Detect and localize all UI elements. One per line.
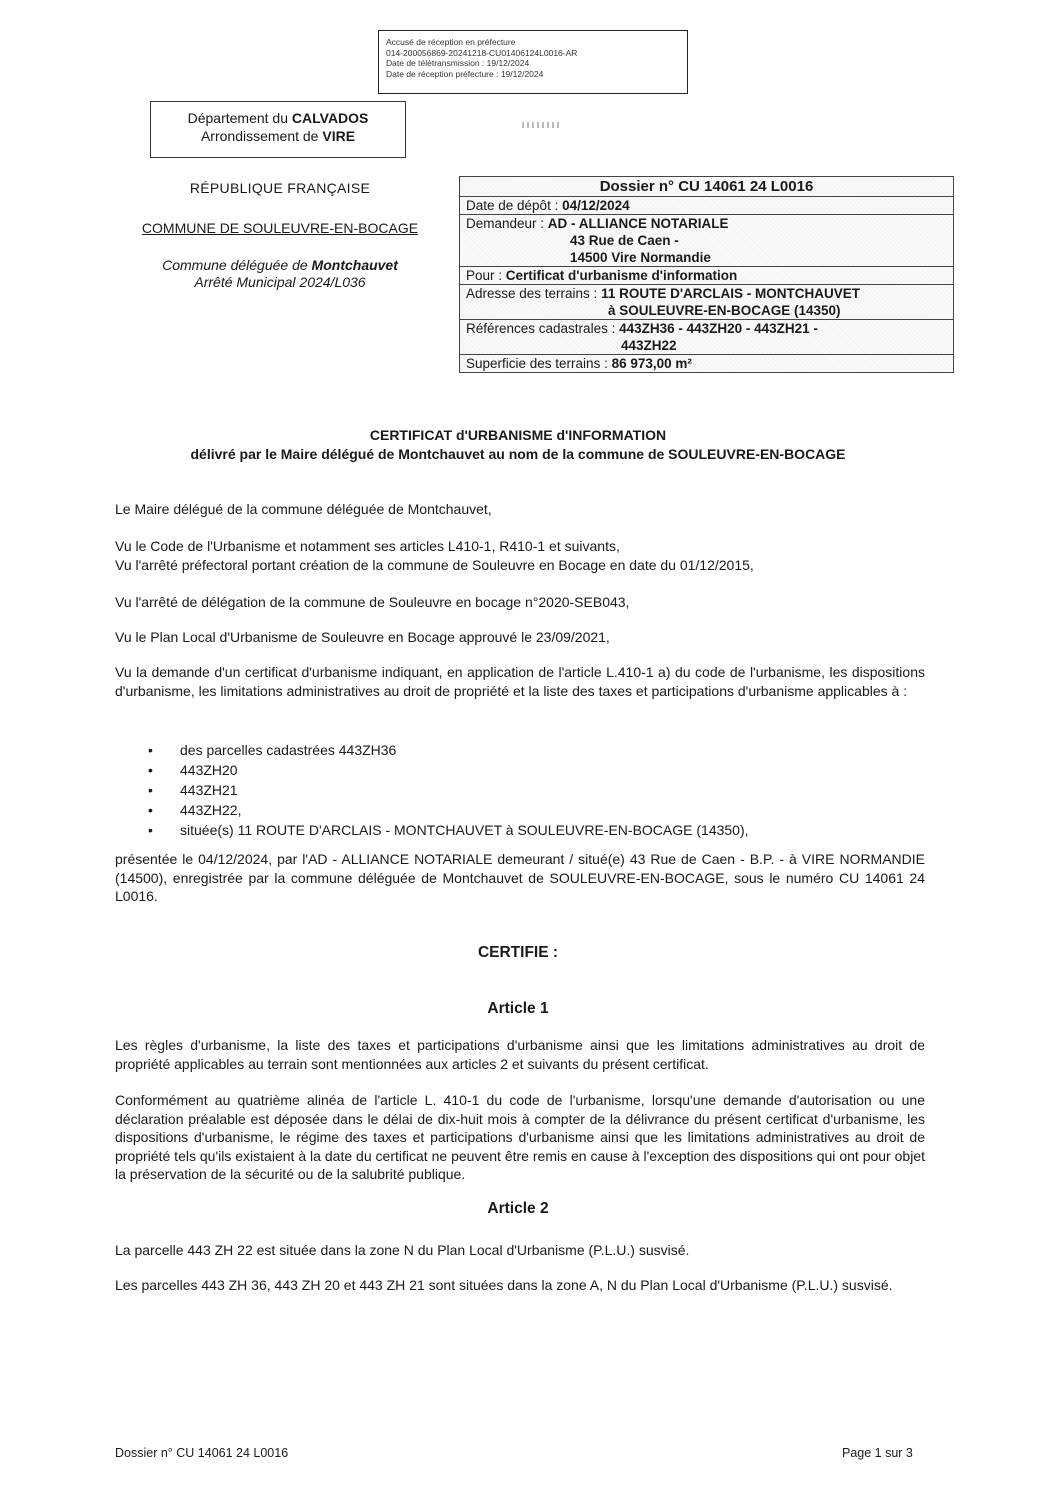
article-1-paragraph: Les règles d'urbanisme, la liste des taxes et participations d'urbanisme ainsi que les limitations administratives au droit de propriété applicables au terrain sont mentionnées aux articles 2 et suivants du présent certificat. (115, 1037, 925, 1072)
purpose-row: Pour : Certificat d'urbanisme d'information (460, 267, 954, 285)
list-item: • 443ZH20 (148, 760, 749, 780)
mayor-line: Le Maire délégué de la commune déléguée de Montchauvet, (115, 501, 492, 517)
cadastral-row: Références cadastrales : 443ZH36 - 443ZH20 - 443ZH21 - 443ZH22 (460, 320, 954, 355)
republic-heading: RÉPUBLIQUE FRANÇAISE (189, 180, 371, 196)
dossier-table (459, 176, 954, 373)
page-number: Page 1 sur 3 (842, 1446, 913, 1460)
vu-demande: Vu la demande d'un certificat d'urbanisme indiquant, en application de l'article L.410-1 a) du code de l'urbanisme, les dispositions d'urbanisme, les limitations administratives au droit de propriété et la liste des taxes et participations d'urbanisme applicables à : (115, 664, 925, 699)
footer-dossier-number: Dossier n° CU 14061 24 L0016 (115, 1446, 289, 1460)
stamp-line: Date de réception préfecture : 19/12/2024 (386, 68, 544, 79)
applicant-row: Demandeur : AD - ALLIANCE NOTARIALE 43 Rue de Caen - 14500 Vire Normandie (460, 215, 954, 267)
department-line: Département du CALVADOS (187, 110, 369, 126)
department-box (150, 101, 406, 158)
certifie-heading: CERTIFIE : (477, 944, 559, 961)
arrondissement-line: Arrondissement de VIRE (200, 128, 356, 144)
article-2-title: Article 2 (487, 1200, 549, 1217)
commune-heading: COMMUNE DE SOULEUVRE-EN-BOCAGE (141, 220, 419, 236)
article-1-title: Article 1 (487, 1000, 549, 1017)
article-2-paragraph: Les parcelles 443 ZH 36, 443 ZH 20 et 443 ZH 21 sont situées dans la zone A, N du Plan Local d'Urbanisme (P.L.U.) susvisé. (115, 1277, 893, 1293)
parcel-list (148, 740, 749, 840)
presented-paragraph: présentée le 04/12/2024, par l'AD - ALLIANCE NOTARIALE demeurant / situé(e) 43 Rue de Caen - B.P. - à VIRE NORMANDIE (14500), enregistrée par la commune déléguée de Montchauvet de SOULEUVRE-EN-BOCAGE, sous le numéro CU 14061 24 L0016. (115, 851, 925, 904)
dossier-number: Dossier n° CU 14061 24 L0016 (460, 177, 954, 197)
address-row: Adresse des terrains : 11 ROUTE D'ARCLAIS - MONTCHAUVET à SOULEUVRE-EN-BOCAGE (14350) (460, 285, 954, 320)
certificate-subtitle: délivré par le Maire délégué de Montchauvet au nom de la commune de SOULEUVRE-EN-BOCAGE (190, 446, 846, 462)
list-item: • 443ZH22, (148, 800, 749, 820)
list-item: • des parcelles cadastrées 443ZH36 (148, 740, 749, 760)
article-1-paragraph: Conformément au quatrième alinéa de l'article L. 410-1 du code de l'urbanisme, lorsqu'une demande d'autorisation ou une déclaration préalable est déposée dans le délai de dix-huit mois à compter de la délivrance du présent certificat d'urbanisme, les dispositions d'urbanisme, le régime des taxes et participations d'urbanisme ainsi que les limitations administratives au droit de propriété tels qu'ils existaient à la date du certificat ne peuvent être remis en cause à l'exception des dispositions qui ont pour objet la préservation de la sécurité ou de la salubrité publique. (115, 1092, 925, 1182)
area-row: Superficie des terrains : 86 973,00 m² (460, 355, 954, 373)
list-item: • située(s) 11 ROUTE D'ARCLAIS - MONTCHAUVET à SOULEUVRE-EN-BOCAGE (14350), (148, 820, 749, 840)
vu-code-urbanisme: Vu le Code de l'Urbanisme et notamment ses articles L410-1, R410-1 et suivants, Vu l'arrêté préfectoral portant création de la commune de Souleuvre en Bocage en date du 01/12/2015, (115, 538, 754, 573)
vu-delegation: Vu l'arrêté de délégation de la commune de Souleuvre en bocage n°2020-SEB043, (115, 594, 630, 610)
stamp-line: 014-200056869-20241218-CU01406124L0016-AR (386, 47, 578, 58)
deposit-date-row: Date de dépôt : 04/12/2024 (460, 197, 954, 215)
article-2-paragraph: La parcelle 443 ZH 22 est située dans la zone N du Plan Local d'Urbanisme (P.L.U.) susvisé. (115, 1242, 690, 1258)
certificate-title: CERTIFICAT d'URBANISME d'INFORMATION (369, 427, 667, 443)
stamp-line: Accusé de réception en préfecture (386, 37, 516, 47)
delegated-commune: Commune déléguée de Montchauvet Arrêté Municipal 2024/L036 (162, 257, 398, 290)
reception-stamp (378, 30, 688, 94)
scan-artifact (522, 122, 562, 128)
vu-plu: Vu le Plan Local d'Urbanisme de Souleuvre en Bocage approuvé le 23/09/2021, (115, 629, 610, 645)
list-item: • 443ZH21 (148, 780, 749, 800)
stamp-line: Date de télétransmission : 19/12/2024 (386, 58, 530, 68)
